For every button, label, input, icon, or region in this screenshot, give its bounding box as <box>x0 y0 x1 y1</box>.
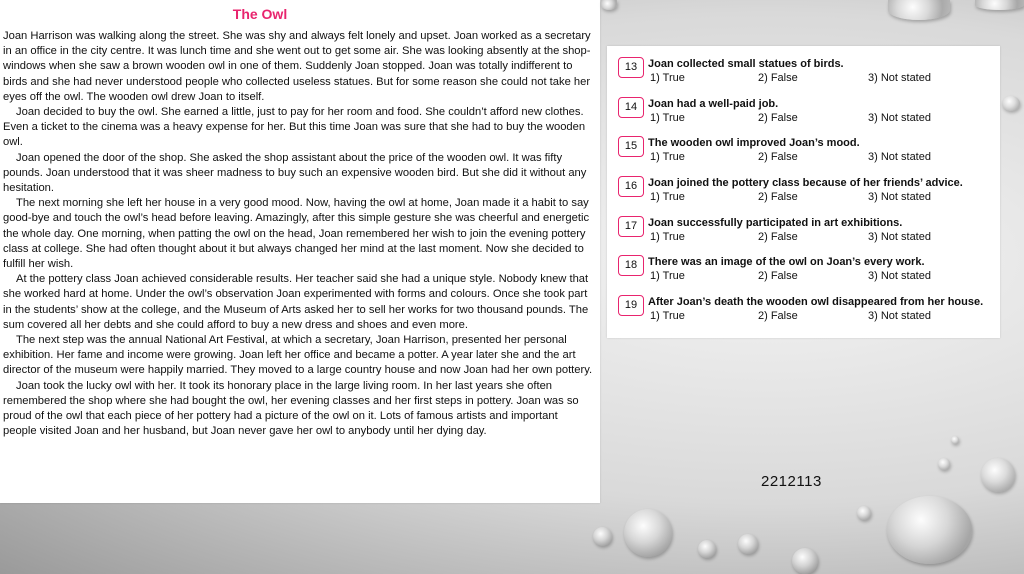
option-not-stated[interactable]: 3) Not stated <box>868 231 931 243</box>
option-not-stated[interactable]: 3) Not stated <box>868 270 931 282</box>
question-item <box>618 97 998 137</box>
question-number: 13 <box>618 57 644 78</box>
option-not-stated[interactable]: 3) Not stated <box>868 151 931 163</box>
question-item <box>618 136 998 176</box>
water-drop-decoration <box>975 0 1024 10</box>
option-true[interactable]: 1) True <box>650 112 685 124</box>
question-number: 18 <box>618 255 644 276</box>
water-drop-decoration <box>857 506 871 520</box>
question-item <box>618 216 998 256</box>
water-drop-decoration <box>738 534 758 554</box>
water-drop-decoration <box>951 436 959 444</box>
question-item <box>618 295 998 335</box>
option-true[interactable]: 1) True <box>650 191 685 203</box>
option-not-stated[interactable]: 3) Not stated <box>868 112 931 124</box>
question-item <box>618 255 998 295</box>
option-false[interactable]: 2) False <box>758 231 798 243</box>
story-paragraph: Joan Harrison was walking along the street. She was shy and always felt lonely and upset. Joan worked as a secretary in an office in the city centre. It was lunch time and she went out to get some air. She was looking absently at the shop-windows when she saw a brown wooden owl in one of them. Suddenly Joan stopped. Joan was totally indifferent to birds and she had never understood people who collected useless statues. But for some reason she could not take her eyes off the owl. The wooden owl drew Joan to itself. <box>3 30 591 103</box>
story-paragraph: At the pottery class Joan achieved considerable results. Her teacher said she had a unique style. Nobody knew that she worked hard at home. Under the owl’s observation Joan experimented with forms and colours. Once she took part in the students’ show at the college, and the Museum of Arts asked her to sell her works for two thousand pounds. The sum covered all her debts and she could afford to buy a new dress and shoes and even more. <box>3 273 589 331</box>
water-drop-decoration <box>624 509 672 557</box>
questions-panel <box>607 46 1000 338</box>
water-drop-decoration <box>887 496 972 564</box>
story-paragraph: Joan decided to buy the owl. She earned a little, just to pay for her room and food. She couldn’t afford new clothes. Even a ticket to the cinema was a heavy expense for her. But this time Joan was sure that she had to buy the wooden owl. <box>3 106 586 149</box>
option-false[interactable]: 2) False <box>758 310 798 322</box>
water-drop-decoration <box>593 527 612 546</box>
story-paragraph: Joan took the lucky owl with her. It took its honorary place in the large living room. In her last years she often remembered the shop where she had bought the owl, her evening classes and her first steps in pottery. Joan was so proud of the owl that each piece of her pottery had a picture of the owl on it. Lots of famous artists and important people visited Joan and her husband, but Joan never gave her owl to anybody until her dying day. <box>3 379 579 438</box>
question-text: Joan successfully participated in art exhibitions. <box>648 217 903 229</box>
story-text <box>3 29 593 439</box>
story-paragraph: The next morning she left her house in a very good mood. Now, having the owl at home, Joan made it a habit to say good-bye and touch the owl’s head before leaving. Amazingly, after this simple gesture she was cheerful and energetic the whole day. One morning, when patting the owl on the head, Joan remembered her wish to join the evening pottery class at college. She had often thought about it but always changed her mind at the last moment. Now she decided to fulfill her wish. <box>3 197 590 271</box>
story-title: The Owl <box>232 6 288 22</box>
option-false[interactable]: 2) False <box>758 151 798 163</box>
question-text: Joan had a well-paid job. <box>648 98 779 110</box>
question-text: Joan collected small statues of birds. <box>648 58 844 70</box>
question-number: 14 <box>618 97 644 118</box>
water-drop-decoration <box>938 458 950 470</box>
question-item <box>618 57 998 97</box>
option-false[interactable]: 2) False <box>758 191 798 203</box>
option-not-stated[interactable]: 3) Not stated <box>868 310 931 322</box>
option-false[interactable]: 2) False <box>758 270 798 282</box>
water-drop-decoration <box>792 548 818 574</box>
question-number: 16 <box>618 176 644 197</box>
water-drop-decoration <box>981 458 1015 492</box>
option-true[interactable]: 1) True <box>650 310 685 322</box>
option-true[interactable]: 1) True <box>650 231 685 243</box>
question-number: 17 <box>618 216 644 237</box>
page-number: 2212113 <box>761 473 822 490</box>
question-text: After Joan’s death the wooden owl disappeared from her house. <box>648 296 984 308</box>
question-number: 15 <box>618 136 644 157</box>
option-false[interactable]: 2) False <box>758 112 798 124</box>
option-not-stated[interactable]: 3) Not stated <box>868 191 931 203</box>
question-text: There was an image of the owl on Joan’s every work. <box>648 256 925 268</box>
question-text: The wooden owl improved Joan’s mood. <box>648 137 860 149</box>
option-true[interactable]: 1) True <box>650 72 685 84</box>
question-item <box>618 176 998 216</box>
question-number: 19 <box>618 295 644 316</box>
option-true[interactable]: 1) True <box>650 270 685 282</box>
option-false[interactable]: 2) False <box>758 72 798 84</box>
story-paragraph: Joan opened the door of the shop. She asked the shop assistant about the price of the wooden owl. It was fifty pounds. Joan understood that it was sheer madness to buy such an expensive wooden bird. But she did it without any hesitation. <box>3 151 587 195</box>
water-drop-decoration <box>698 540 716 558</box>
story-paragraph: The next step was the annual National Art Festival, at which a secretary, Joan Harrison, presented her personal exhibition. Her fame and income were growing. Joan left her office and became a potter. A year later she and the art director of the museum were happily married. They moved to a large country house and now Joan had her own pottery. <box>3 334 593 377</box>
water-drop-decoration <box>1002 96 1020 111</box>
option-not-stated[interactable]: 3) Not stated <box>868 72 931 84</box>
option-true[interactable]: 1) True <box>650 151 685 163</box>
water-drop-decoration <box>888 0 950 20</box>
question-text: Joan joined the pottery class because of her friends’ advice. <box>648 177 963 189</box>
water-drop-decoration <box>601 0 617 10</box>
